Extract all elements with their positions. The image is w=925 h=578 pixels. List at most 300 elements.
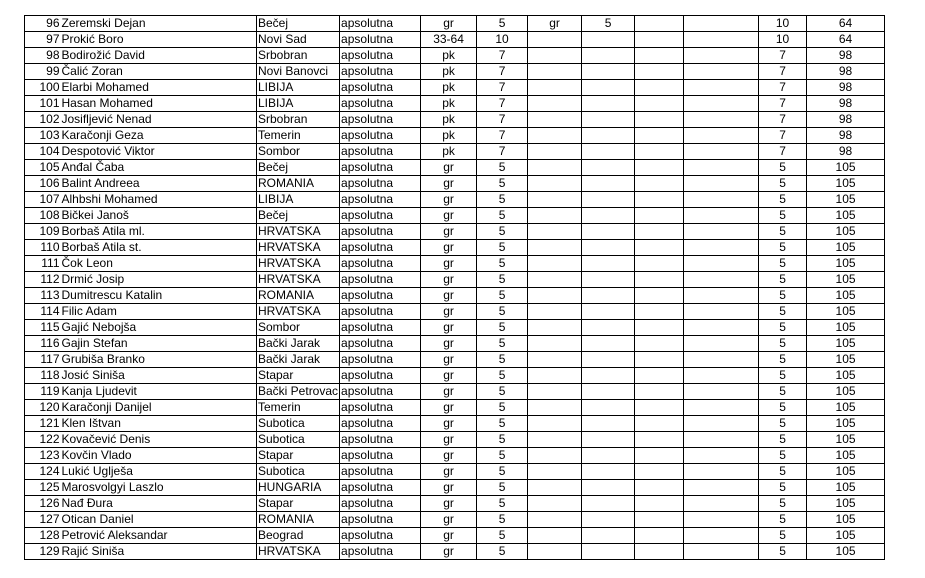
table-row <box>25 400 885 416</box>
points2-cell <box>582 496 635 512</box>
rank-cell: 119 <box>25 384 61 400</box>
type1-cell: gr <box>421 432 477 448</box>
type2-cell <box>528 192 582 208</box>
type1-cell: gr <box>421 528 477 544</box>
type2-cell <box>528 48 582 64</box>
type2-cell <box>528 304 582 320</box>
total-cell: 5 <box>759 384 807 400</box>
name-cell: Grubiša Branko <box>61 352 257 368</box>
empty-cell <box>684 272 759 288</box>
rank-cell: 105 <box>25 160 61 176</box>
type2-cell <box>528 32 582 48</box>
points2-cell <box>582 240 635 256</box>
points1-cell: 5 <box>477 416 528 432</box>
total-cell: 5 <box>759 272 807 288</box>
type1-cell: gr <box>421 16 477 32</box>
name-cell: Filic Adam <box>61 304 257 320</box>
position-cell: 105 <box>807 528 885 544</box>
category-cell: apsolutna <box>340 496 421 512</box>
position-cell: 105 <box>807 432 885 448</box>
category-cell: apsolutna <box>340 448 421 464</box>
points1-cell: 5 <box>477 448 528 464</box>
name-cell: Borbaš Atila ml. <box>61 224 257 240</box>
empty-cell <box>684 512 759 528</box>
place-cell: HRVATSKA <box>257 240 340 256</box>
rank-cell: 125 <box>25 480 61 496</box>
table-row <box>25 544 885 560</box>
points1-cell: 7 <box>477 64 528 80</box>
position-cell: 105 <box>807 544 885 560</box>
type1-cell: 33-64 <box>421 32 477 48</box>
total-cell: 5 <box>759 176 807 192</box>
category-cell: apsolutna <box>340 368 421 384</box>
rank-cell: 111 <box>25 256 61 272</box>
empty-cell <box>684 144 759 160</box>
points1-cell: 5 <box>477 288 528 304</box>
rank-cell: 123 <box>25 448 61 464</box>
total-cell: 7 <box>759 144 807 160</box>
total-cell: 5 <box>759 480 807 496</box>
place-cell: Bački Petrovac <box>258 384 339 398</box>
place-cell: Beograd <box>257 528 340 544</box>
position-cell: 105 <box>807 512 885 528</box>
type2-cell <box>528 208 582 224</box>
position-cell: 98 <box>807 64 885 80</box>
results-table-body <box>25 16 885 560</box>
rank-cell: 122 <box>25 432 61 448</box>
points1-cell: 7 <box>477 144 528 160</box>
points2-cell <box>582 304 635 320</box>
rank-cell: 99 <box>25 64 61 80</box>
position-cell: 105 <box>807 160 885 176</box>
points1-cell: 5 <box>477 256 528 272</box>
type1-cell: gr <box>421 496 477 512</box>
points1-cell: 5 <box>477 464 528 480</box>
name-cell: Nađ Đura <box>61 496 257 512</box>
position-cell: 105 <box>807 176 885 192</box>
points1-cell: 7 <box>477 80 528 96</box>
type2-cell <box>528 128 582 144</box>
rank-cell: 117 <box>25 352 61 368</box>
empty-cell <box>635 384 684 400</box>
type1-cell: pk <box>421 48 477 64</box>
place-cell: Bečej <box>257 160 340 176</box>
points2-cell <box>582 192 635 208</box>
points2-cell <box>582 400 635 416</box>
total-cell: 5 <box>759 368 807 384</box>
place-cell: Bečej <box>257 208 340 224</box>
empty-cell <box>684 64 759 80</box>
name-cell: Rajić Siniša <box>61 544 257 560</box>
place-cell: ROMANIA <box>257 176 340 192</box>
position-cell: 105 <box>807 480 885 496</box>
name-cell: Kanja Ljudevit <box>61 384 257 400</box>
empty-cell <box>635 496 684 512</box>
category-cell: apsolutna <box>340 432 421 448</box>
points2-cell <box>582 352 635 368</box>
type2-cell <box>528 112 582 128</box>
table-row <box>25 384 885 400</box>
type1-cell: gr <box>421 304 477 320</box>
empty-cell <box>635 432 684 448</box>
table-row <box>25 336 885 352</box>
position-cell: 105 <box>807 224 885 240</box>
category-cell: apsolutna <box>340 96 421 112</box>
rank-cell: 121 <box>25 416 61 432</box>
place-cell: HRVATSKA <box>257 224 340 240</box>
empty-cell <box>635 256 684 272</box>
category-cell: apsolutna <box>340 48 421 64</box>
position-cell: 105 <box>807 496 885 512</box>
table-row <box>25 528 885 544</box>
total-cell: 7 <box>759 64 807 80</box>
place-cell: HRVATSKA <box>257 304 340 320</box>
table-row <box>25 272 885 288</box>
total-cell: 5 <box>759 352 807 368</box>
points1-cell: 10 <box>477 32 528 48</box>
total-cell: 7 <box>759 48 807 64</box>
name-cell: Kovčin Vlado <box>61 448 257 464</box>
points1-cell: 5 <box>477 512 528 528</box>
category-cell: apsolutna <box>340 304 421 320</box>
table-row <box>25 208 885 224</box>
points1-cell: 5 <box>477 224 528 240</box>
empty-cell <box>684 496 759 512</box>
type2-cell <box>528 256 582 272</box>
empty-cell <box>635 48 684 64</box>
category-cell: apsolutna <box>340 352 421 368</box>
place-cell: LIBIJA <box>257 80 340 96</box>
empty-cell <box>635 288 684 304</box>
place-cell: Stapar <box>257 448 340 464</box>
type1-cell: gr <box>421 272 477 288</box>
type1-cell: gr <box>421 400 477 416</box>
points1-cell: 7 <box>477 96 528 112</box>
position-cell: 105 <box>807 448 885 464</box>
points1-cell: 5 <box>477 304 528 320</box>
category-cell: apsolutna <box>340 240 421 256</box>
empty-cell <box>635 528 684 544</box>
total-cell: 5 <box>759 208 807 224</box>
points1-cell: 5 <box>477 528 528 544</box>
total-cell: 5 <box>759 256 807 272</box>
name-cell: Klen Ištvan <box>61 416 257 432</box>
rank-cell: 128 <box>25 528 61 544</box>
place-cell: Subotica <box>257 416 340 432</box>
empty-cell <box>684 256 759 272</box>
empty-cell <box>684 432 759 448</box>
name-cell: Drmić Josip <box>61 272 257 288</box>
points2-cell <box>582 416 635 432</box>
table-row <box>25 464 885 480</box>
points1-cell: 5 <box>477 400 528 416</box>
position-cell: 105 <box>807 240 885 256</box>
empty-cell <box>684 544 759 560</box>
position-cell: 105 <box>807 416 885 432</box>
type2-cell <box>528 480 582 496</box>
rank-cell: 112 <box>25 272 61 288</box>
points2-cell <box>582 96 635 112</box>
place-cell: Stapar <box>257 496 340 512</box>
name-cell: Josifljević Nenad <box>61 112 257 128</box>
empty-cell <box>684 480 759 496</box>
type2-cell <box>528 544 582 560</box>
type1-cell: gr <box>421 320 477 336</box>
name-cell: Čok Leon <box>61 256 257 272</box>
points2-cell <box>582 272 635 288</box>
points1-cell: 7 <box>477 112 528 128</box>
position-cell: 105 <box>807 272 885 288</box>
total-cell: 7 <box>759 96 807 112</box>
empty-cell <box>684 304 759 320</box>
position-cell: 64 <box>807 16 885 32</box>
type1-cell: pk <box>421 144 477 160</box>
table-row <box>25 240 885 256</box>
table-row <box>25 128 885 144</box>
rank-cell: 126 <box>25 496 61 512</box>
rank-cell: 107 <box>25 192 61 208</box>
rank-cell: 100 <box>25 80 61 96</box>
empty-cell <box>684 176 759 192</box>
empty-cell <box>635 448 684 464</box>
name-cell: Petrović Aleksandar <box>61 528 257 544</box>
name-cell: Borbaš Atila st. <box>61 240 257 256</box>
table-row <box>25 480 885 496</box>
points1-cell: 5 <box>477 16 528 32</box>
total-cell: 5 <box>759 416 807 432</box>
category-cell: apsolutna <box>340 256 421 272</box>
total-cell: 5 <box>759 224 807 240</box>
points1-cell: 5 <box>477 208 528 224</box>
position-cell: 105 <box>807 256 885 272</box>
table-row <box>25 176 885 192</box>
empty-cell <box>684 240 759 256</box>
type1-cell: gr <box>421 464 477 480</box>
points2-cell <box>582 368 635 384</box>
points2-cell <box>582 320 635 336</box>
name-cell: Karačonji Danijel <box>61 400 257 416</box>
table-row <box>25 160 885 176</box>
place-cell: Bački Jarak <box>257 336 340 352</box>
points2-cell <box>582 480 635 496</box>
total-cell: 7 <box>759 112 807 128</box>
category-cell: apsolutna <box>340 32 421 48</box>
points1-cell: 5 <box>477 384 528 400</box>
category-cell: apsolutna <box>340 288 421 304</box>
empty-cell <box>635 272 684 288</box>
type2-cell <box>528 64 582 80</box>
empty-cell <box>684 48 759 64</box>
type2-cell <box>528 336 582 352</box>
category-cell: apsolutna <box>340 512 421 528</box>
table-row <box>25 448 885 464</box>
points2-cell <box>582 48 635 64</box>
rank-cell: 108 <box>25 208 61 224</box>
category-cell: apsolutna <box>340 544 421 560</box>
points2-cell <box>582 288 635 304</box>
empty-cell <box>635 400 684 416</box>
type1-cell: gr <box>421 480 477 496</box>
category-cell: apsolutna <box>340 400 421 416</box>
category-cell: apsolutna <box>340 464 421 480</box>
category-cell: apsolutna <box>340 528 421 544</box>
empty-cell <box>635 320 684 336</box>
points2-cell <box>582 160 635 176</box>
type2-cell <box>528 96 582 112</box>
name-cell: Despotović Viktor <box>61 144 257 160</box>
total-cell: 5 <box>759 320 807 336</box>
position-cell: 105 <box>807 352 885 368</box>
points2-cell <box>582 144 635 160</box>
rank-cell: 106 <box>25 176 61 192</box>
type2-cell <box>528 496 582 512</box>
points2-cell <box>582 256 635 272</box>
empty-cell <box>635 352 684 368</box>
empty-cell <box>684 400 759 416</box>
points1-cell: 7 <box>477 48 528 64</box>
empty-cell <box>684 368 759 384</box>
empty-cell <box>684 128 759 144</box>
type2-cell <box>528 448 582 464</box>
total-cell: 5 <box>759 512 807 528</box>
points2-cell <box>582 528 635 544</box>
place-cell: Temerin <box>257 400 340 416</box>
place-cell: HUNGARIA <box>257 480 340 496</box>
empty-cell <box>635 240 684 256</box>
rank-cell: 96 <box>25 16 61 32</box>
table-row <box>25 64 885 80</box>
empty-cell <box>684 32 759 48</box>
name-cell: Prokić Boro <box>61 32 257 48</box>
points2-cell <box>582 384 635 400</box>
position-cell: 105 <box>807 208 885 224</box>
category-cell: apsolutna <box>340 384 421 400</box>
empty-cell <box>684 384 759 400</box>
name-cell: Lukić Uglješa <box>61 464 257 480</box>
place-cell: Subotica <box>257 432 340 448</box>
type2-cell <box>528 288 582 304</box>
rank-cell: 115 <box>25 320 61 336</box>
empty-cell <box>635 192 684 208</box>
empty-cell <box>684 160 759 176</box>
table-row <box>25 112 885 128</box>
place-cell: ROMANIA <box>257 288 340 304</box>
type1-cell: gr <box>421 192 477 208</box>
table-row <box>25 288 885 304</box>
empty-cell <box>684 336 759 352</box>
category-cell: apsolutna <box>340 224 421 240</box>
name-cell: Gajić Nebojša <box>61 320 257 336</box>
place-cell: Srbobran <box>257 48 340 64</box>
category-cell: apsolutna <box>340 192 421 208</box>
empty-cell <box>684 320 759 336</box>
empty-cell <box>635 224 684 240</box>
position-cell: 105 <box>807 288 885 304</box>
type2-cell <box>528 80 582 96</box>
position-cell: 105 <box>807 320 885 336</box>
type2-cell <box>528 528 582 544</box>
place-cell: HRVATSKA <box>257 544 340 560</box>
category-cell: apsolutna <box>340 336 421 352</box>
points2-cell <box>582 448 635 464</box>
total-cell: 5 <box>759 288 807 304</box>
total-cell: 5 <box>759 192 807 208</box>
position-cell: 98 <box>807 112 885 128</box>
position-cell: 98 <box>807 80 885 96</box>
type2-cell <box>528 384 582 400</box>
category-cell: apsolutna <box>340 480 421 496</box>
position-cell: 64 <box>807 32 885 48</box>
name-cell: Dumitrescu Katalin <box>61 288 257 304</box>
empty-cell <box>684 528 759 544</box>
place-cell: Bački Jarak <box>257 352 340 368</box>
empty-cell <box>635 80 684 96</box>
rank-cell: 101 <box>25 96 61 112</box>
category-cell: apsolutna <box>340 16 421 32</box>
type1-cell: gr <box>421 384 477 400</box>
place-cell: Novi Sad <box>257 32 340 48</box>
points1-cell: 5 <box>477 192 528 208</box>
type1-cell: gr <box>421 160 477 176</box>
total-cell: 5 <box>759 528 807 544</box>
points2-cell <box>582 80 635 96</box>
rank-cell: 97 <box>25 32 61 48</box>
position-cell: 105 <box>807 192 885 208</box>
table-row <box>25 144 885 160</box>
table-row <box>25 352 885 368</box>
points1-cell: 5 <box>477 336 528 352</box>
category-cell: apsolutna <box>340 64 421 80</box>
type1-cell: gr <box>421 368 477 384</box>
name-cell: Hasan Mohamed <box>61 96 257 112</box>
empty-cell <box>635 208 684 224</box>
type2-cell <box>528 224 582 240</box>
type1-cell: gr <box>421 208 477 224</box>
table-row <box>25 16 885 32</box>
type1-cell: gr <box>421 336 477 352</box>
table-row <box>25 192 885 208</box>
type2-cell <box>528 144 582 160</box>
points2-cell <box>582 64 635 80</box>
points2-cell <box>582 128 635 144</box>
type2-cell <box>528 176 582 192</box>
name-cell: Bodirožić David <box>61 48 257 64</box>
position-cell: 98 <box>807 48 885 64</box>
table-row <box>25 496 885 512</box>
category-cell: apsolutna <box>340 144 421 160</box>
place-cell: LIBIJA <box>257 192 340 208</box>
empty-cell <box>635 128 684 144</box>
type1-cell: gr <box>421 224 477 240</box>
type1-cell: gr <box>421 240 477 256</box>
empty-cell <box>684 80 759 96</box>
table-row <box>25 416 885 432</box>
type2-cell <box>528 368 582 384</box>
empty-cell <box>635 96 684 112</box>
empty-cell <box>635 144 684 160</box>
total-cell: 5 <box>759 432 807 448</box>
points2-cell <box>582 432 635 448</box>
place-cell: ROMANIA <box>257 512 340 528</box>
place-cell: Subotica <box>257 464 340 480</box>
place-cell: Temerin <box>257 128 340 144</box>
type2-cell <box>528 400 582 416</box>
type1-cell: gr <box>421 544 477 560</box>
total-cell: 7 <box>759 128 807 144</box>
points2-cell <box>582 208 635 224</box>
total-cell: 5 <box>759 544 807 560</box>
place-cell: LIBIJA <box>257 96 340 112</box>
